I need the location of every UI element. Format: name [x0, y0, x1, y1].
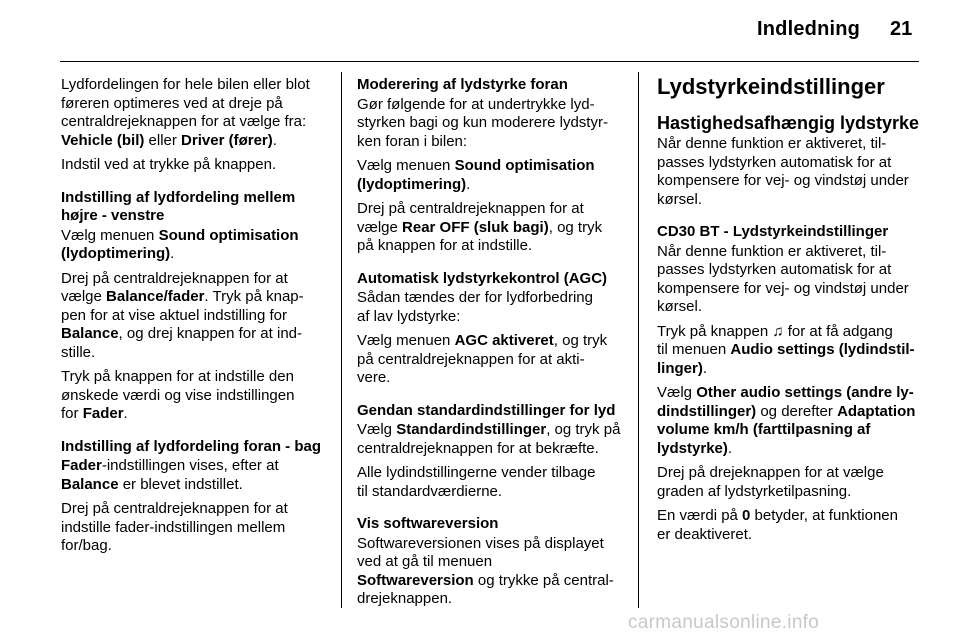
paragraph: Tryk på knappen for at indstille den ønskede værdi og vise indstillingen for Fader. — [61, 368, 295, 422]
paragraph: Vælg Standardindstillinger, og tryk på centraldrejeknappen for at bekræfte. — [357, 421, 621, 457]
paragraph: Vælg menuen Sound optimisation (lydoptimering). — [61, 226, 299, 262]
paragraph: Drej på centraldrejeknappen for at indstille fader-indstillingen mellem for/bag. — [61, 500, 288, 554]
paragraph: Gør følgende for at undertrykke lyd- styrken bagi og kun moderere lydstyr- ken foran i bilen: — [357, 95, 608, 150]
column-divider-2 — [638, 72, 639, 608]
paragraph: Tryk på knappen ♫ for at få adgang til menuen Audio settings (lydindstil- linger). — [657, 322, 915, 377]
paragraph: Vælg menuen Sound optimisation (lydoptimering). — [357, 157, 595, 193]
page-number: 21 — [890, 18, 913, 40]
column-2 — [357, 76, 627, 615]
paragraph: Alle lydindstillingerne vender tilbage til standardværdierne. — [357, 464, 596, 500]
column-3 — [657, 76, 921, 550]
option-driver: Driver (fører) — [181, 131, 273, 149]
subheading-front-volume: Moderering af lydstyrke foran — [357, 76, 568, 93]
column-1 — [61, 76, 336, 562]
paragraph: Lydfordelingen for hele bilen eller blot føreren optimeres ved at dreje på centraldrejeknappen for at vælge fra: Vehicle (bil) eller Driver (fører). — [61, 76, 310, 149]
paragraph: Fader-indstillingen vises, efter at Balance er blevet indstillet. — [61, 457, 279, 493]
paragraph: Vælg Other audio settings (andre ly- dindstillinger) og derefter Adaptation volume km/h (farttilpasning af lydstyrke). — [657, 384, 916, 457]
subheading-cd30bt: CD30 BT - Lydstyrkeindstillinger — [657, 223, 889, 240]
paragraph: Vælg menuen AGC aktiveret, og tryk på centraldrejeknappen for at akti- vere. — [357, 332, 608, 386]
paragraph: Drej på drejeknappen for at vælge graden af lydstyrketilpasning. — [657, 464, 884, 500]
column-divider-1 — [341, 72, 342, 608]
paragraph: Softwareversionen vises på displayet ved at gå til menuen Softwareversion og trykke på central- drejeknappen. — [357, 534, 614, 607]
page-header-title: Indledning — [757, 18, 861, 40]
subheading-fader: Indstilling af lydfordeling foran - bag — [61, 437, 321, 455]
paragraph: Drej på centraldrejeknappen for at vælge Balance/fader. Tryk på knap- pen for at vise aktuel indstilling for Balance, og drej knappen for at ind- stille. — [61, 269, 304, 361]
paragraph: Når denne funktion er aktiveret, til- passes lydstyrken automatisk for at kompensere for vej- og vindstøj under kørsel. — [657, 242, 909, 315]
header-rule — [60, 61, 919, 62]
subheading-agc: Automatisk lydstyrkekontrol (AGC) — [357, 269, 608, 287]
music-note-icon: ♫ — [772, 322, 784, 340]
watermark: carmanualsonline.info — [628, 612, 820, 633]
subsection-title: Hastighedsafhængig lydstyrke — [657, 113, 920, 133]
paragraph: En værdi på 0 betyder, at funktionen er deaktiveret. — [657, 507, 898, 543]
subheading-software-version: Vis softwareversion — [357, 515, 499, 532]
paragraph: Sådan tændes der for lydforbedring af lav lydstyrke: — [357, 289, 593, 325]
section-title: Lydstyrkeindstillinger — [657, 74, 885, 99]
subheading-balance: Indstilling af lydfordeling mellem højre - venstre — [61, 188, 296, 224]
paragraph: Når denne funktion er aktiveret, til- passes lydstyrken automatisk for at kompensere for vej- og vindstøj under kørsel. — [657, 135, 909, 208]
subheading-restore-defaults: Gendan standardindstillinger for lyd — [357, 401, 616, 419]
option-vehicle: Vehicle (bil) — [61, 131, 145, 149]
paragraph: Indstil ved at trykke på knappen. — [61, 156, 277, 173]
paragraph: Drej på centraldrejeknappen for at vælge Rear OFF (sluk bagi), og tryk på knappen for at indstille. — [357, 200, 603, 254]
